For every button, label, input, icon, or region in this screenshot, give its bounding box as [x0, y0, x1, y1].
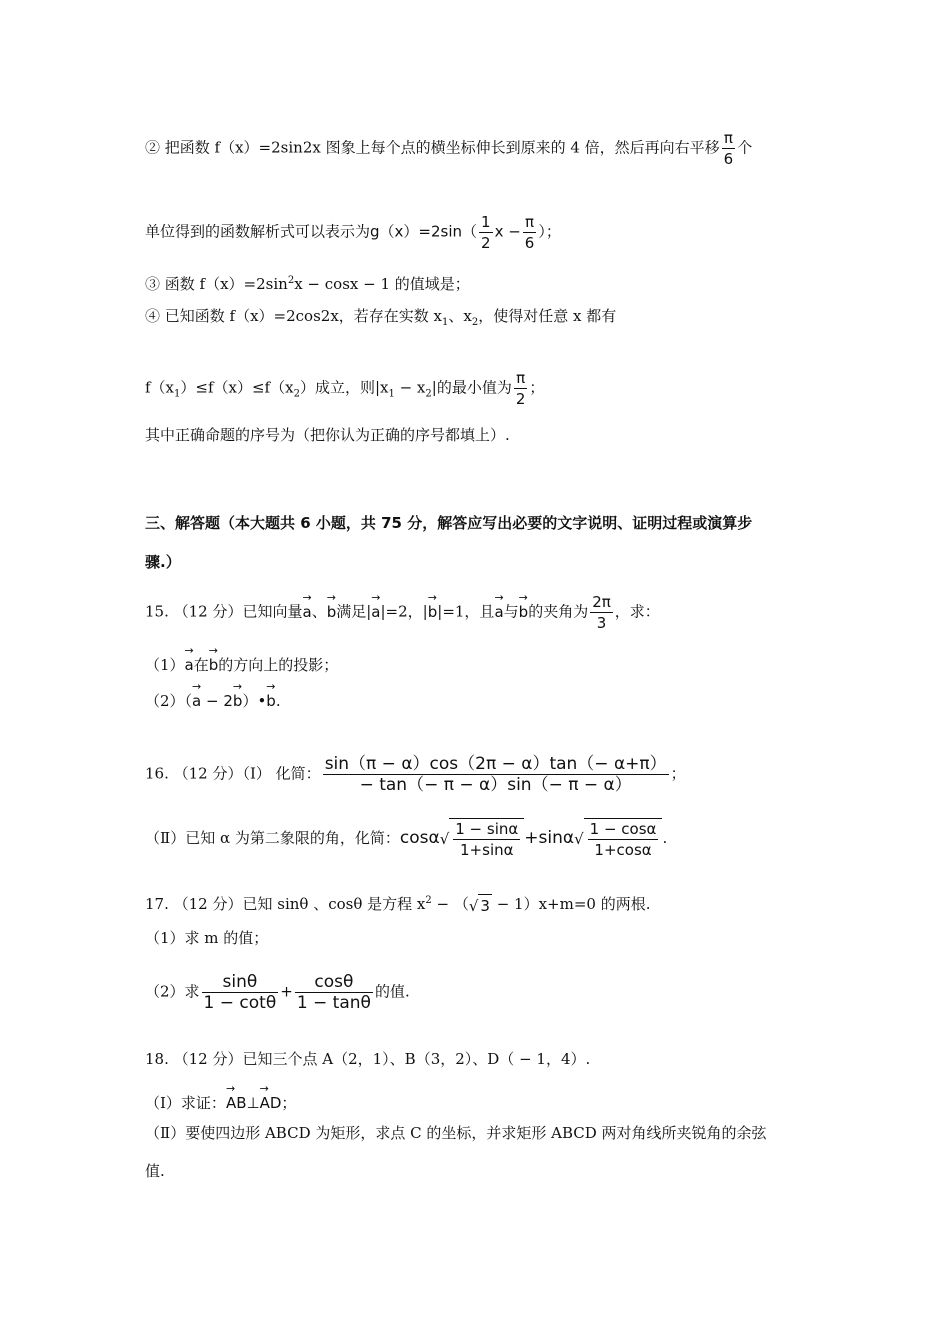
vector-a: → a [185, 648, 194, 676]
fraction-pi-over-2: $\frac{\pi}{2}$ [515, 369, 526, 408]
item-3-text-2: x − cosx − 1 的值域是； [294, 275, 470, 293]
q15-lead: 15. （12 分）已知向量 [145, 602, 303, 621]
perp-symbol: ⊥ [246, 1094, 260, 1112]
item-4-text-e: ）≤f（x）≤f（x [180, 378, 294, 397]
q15-text-a: 满足| [336, 602, 372, 621]
vector-b: → b [266, 684, 276, 712]
item-2-text: ② 把函数 f（x）=2sin2x 图象上每个点的横坐标伸长到原来的 4 倍，然后再向右平移 [145, 138, 720, 157]
vector-a: → a [371, 595, 380, 623]
q16-dot: . [662, 829, 668, 847]
fraction-half: $\frac{1}{2}$ [481, 213, 491, 252]
fraction-pi-6: $\frac{\pi}{6}$ [524, 213, 535, 252]
q17-lead: 17. （12 分）已知 sinθ 、cosθ 是方程 x [145, 895, 426, 913]
fraction-cos: $\frac{\cos\theta}{1 - \tan\theta}$ [296, 972, 371, 1013]
q15-with: 与 [503, 602, 519, 621]
vector-ad: → AD [260, 1086, 282, 1114]
vector-b: → b [519, 595, 529, 623]
g-suffix: ）； [538, 222, 561, 241]
item-4-line-2 [145, 368, 810, 409]
vector-b: → b [327, 595, 337, 623]
question-18: 18. （12 分）已知三个点 A（2，1）、B（3，2）、D（ − 1，4）. [145, 1050, 591, 1068]
item-4-text-f: ）成立，则|x [299, 378, 389, 397]
q18-semi: ； [281, 1094, 297, 1112]
sqrt-1: √ $\frac{1 - \sin\alpha}{1+\sin\alpha}$ [440, 818, 525, 860]
item-4-text-g: − x [394, 378, 426, 397]
item-4-text-b: 、x [448, 307, 472, 325]
question-18-part-1 [145, 1086, 810, 1114]
q15-tail: ，求： [614, 602, 660, 621]
item-4-line-1 [145, 305, 810, 334]
instruction-text: 其中正确命题的序号为（把你认为正确的序号都填上）. [145, 426, 510, 444]
q17-tail: − 1）x+m=0 的两根. [491, 895, 651, 913]
q15-p2: （2）（ [145, 692, 193, 710]
q15-sep: 、 [311, 602, 327, 621]
q16-cos: cosα [399, 828, 440, 848]
q16-lead: 16. （12 分）（Ⅰ） 化简： [145, 764, 321, 783]
vector-b: → b [233, 684, 243, 712]
subscript: 2 [425, 388, 432, 400]
q15-text-c: |=1，且 [437, 602, 495, 621]
question-18-part-2-cont: 值. [145, 1162, 165, 1180]
q17-plus: + [280, 982, 293, 1001]
q17-p2-tail: 的值. [374, 982, 410, 1001]
subscript: 1 [174, 388, 181, 400]
section-3-title: 三、解答题（本大题共 6 小题，共 75 分，解答应写出必要的文字说明、证明过程或演算步 [145, 514, 753, 532]
q18-p1: （Ⅰ）求证： [145, 1094, 226, 1112]
item-2-text-2: 单位得到的函数解析式可以表示为 [145, 222, 371, 241]
q15-angle: 的夹角为 [528, 602, 589, 621]
item-4-text-i: ； [529, 378, 545, 397]
item-4-text-c: ，使得对任意 x 都有 [478, 307, 617, 325]
q15-p1: （1） [145, 656, 185, 674]
question-16-part-2 [145, 818, 810, 860]
subscript: 2 [471, 317, 479, 328]
fraction-2pi-over-3: $\frac{2\pi}{3}$ [592, 593, 611, 632]
item-3-text: ③ 函数 f（x）=2sin [145, 275, 288, 293]
subscript: 2 [293, 388, 300, 400]
sqrt-3: √ 3 [469, 894, 492, 917]
q15-p2-mid: − 2 [201, 692, 233, 710]
subscript: 1 [388, 388, 395, 400]
question-15 [145, 592, 810, 633]
question-15-part-1 [145, 648, 810, 676]
fraction-pi-over-6: $\frac{\pi}{6}$ [723, 129, 734, 168]
q17-p2: （2）求 [145, 982, 200, 1001]
item-4-text-h: |的最小值为 [431, 378, 512, 397]
q15-text-b: |=2，| [380, 602, 428, 621]
q16-fraction: $\frac{\sin(\pi - \alpha)\cos(2\pi - \alpha)\tan(- \alpha+\pi)}{- \tan(- \pi - \alpha)\sin(- \pi - \alpha)}$ [324, 754, 667, 795]
item-2-line-1 [145, 128, 810, 169]
sqrt-2: √ $\frac{1 - \cos\alpha}{1+\cos\alpha}$ [574, 818, 662, 860]
item-3 [145, 270, 810, 295]
q15-p2-tail: ）• [242, 692, 267, 710]
fraction-sin: $\frac{\sin\theta}{1 - \cot\theta}$ [203, 972, 277, 1013]
section-3-title-cont: 骤.） [145, 553, 181, 571]
q16-p2: （Ⅱ）已知 α 为第二象限的角，化简： [145, 829, 400, 847]
item-2-line-2 [145, 212, 810, 253]
question-18-part-2: （Ⅱ）要使四边形 ABCD 为矩形，求点 C 的坐标，并求矩形 ABCD 两对角线所夹锐角的余弦 [145, 1124, 767, 1142]
item-4-text-d: f（x [145, 378, 175, 397]
vector-b: → b [209, 648, 219, 676]
vector-a: → a [302, 595, 311, 623]
q17-mid: − （ [431, 895, 469, 913]
g-function: g（x）=2sin（ [370, 222, 478, 241]
vector-b: → b [428, 595, 438, 623]
question-17 [145, 890, 810, 917]
item-4-text: ④ 已知函数 f（x）=2cos2x，若存在实数 x [145, 307, 443, 325]
superscript: 2 [425, 895, 432, 906]
question-15-part-2: （2）（→ a − 2→ b）•→ b. [145, 684, 810, 712]
q15-p1-tail: 的方向上的投影； [218, 656, 339, 674]
question-17-part-2 [145, 972, 810, 1013]
g-mid: x − [494, 222, 521, 241]
subscript: 1 [442, 317, 449, 328]
item-2-tail: 个 [737, 138, 753, 157]
vector-a: → a [192, 684, 201, 712]
vector-a: → a [494, 595, 503, 623]
question-16 [145, 754, 810, 795]
vector-ab: → AB [226, 1086, 247, 1114]
q15-p1-in: 在 [193, 656, 209, 674]
superscript: 2 [287, 275, 295, 286]
q16-plus: +sinα [524, 828, 575, 848]
q16-semi: ； [670, 764, 686, 783]
question-17-part-1: （1）求 m 的值； [145, 929, 269, 947]
